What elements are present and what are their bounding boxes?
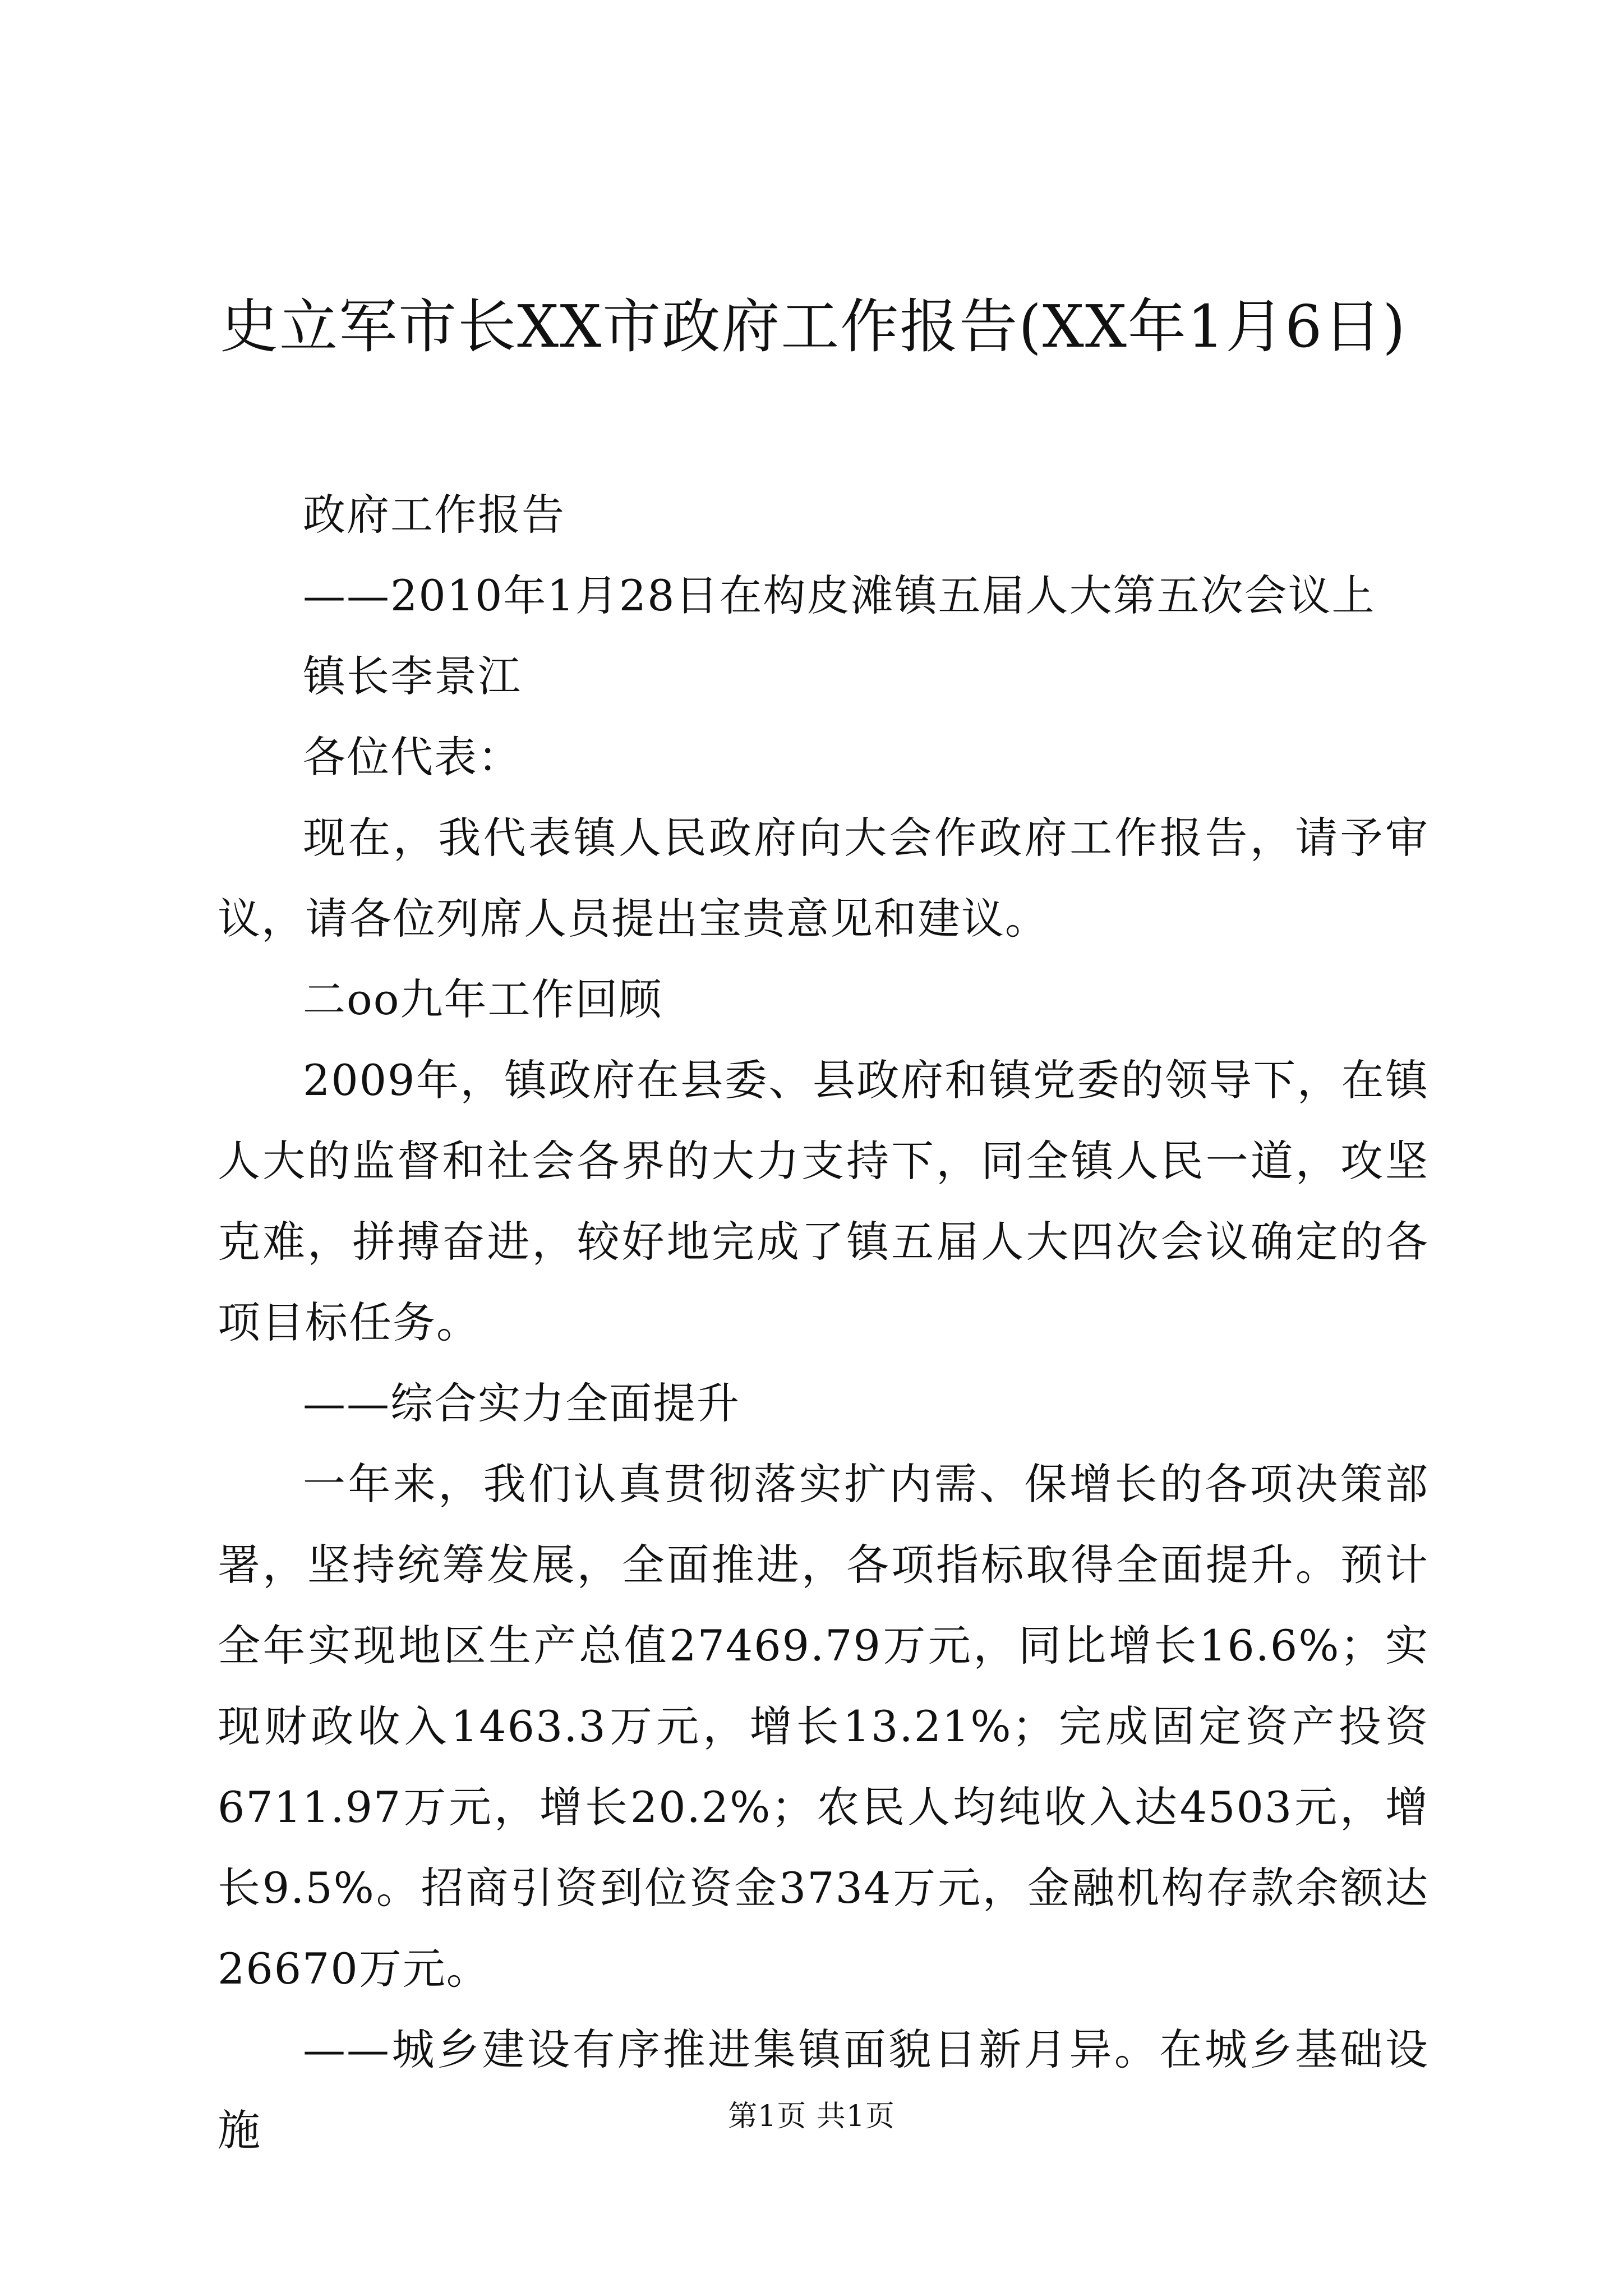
paragraph-speaker: 镇长李景江: [303, 651, 522, 701]
section-heading-strength: ——综合实力全面提升: [303, 1378, 740, 1428]
document-body: [218, 475, 1429, 2171]
paragraph-report-heading: 政府工作报告: [303, 490, 565, 540]
paragraph-2009-summary: 2009年，镇政府在县委、县政府和镇党委的领导下，在镇人大的监督和社会各界的大力支持下，同全镇人民一道，攻坚克难，拼搏奋进，较好地完成了镇五届人大四次会议确定的各项目标任务。: [218, 1055, 1429, 1347]
paragraph-salutation: 各位代表：: [303, 732, 522, 782]
document-title: 史立军市长XX市政府工作报告(XX年1月6日): [220, 292, 1407, 361]
paragraph-meeting-info: ——2010年1月28日在构皮滩镇五届人大第五次会议上: [303, 570, 1376, 620]
section-heading-review: 二oo九年工作回顾: [303, 974, 663, 1024]
paragraph-urban-rural: ——城乡建设有序推进集镇面貌日新月异。在城乡基础设施: [218, 2024, 1429, 2155]
paragraph-intro: 现在，我代表镇人民政府向大会作政府工作报告，请予审议，请各位列席人员提出宝贵意见和建议。: [218, 813, 1429, 944]
paragraph-indicators: 一年来，我们认真贯彻落实扩内需、保增长的各项决策部署，坚持统筹发展，全面推进，各项指标取得全面提升。预计全年实现地区生产总值27469.79万元，同比增长16.6%；实现财政收入1463.3万元，增长13.21%；完成固定资产投资6711.97万元，增长20.2%；农民人均纯收入达4503元，增长9.5%。招商引资到位资金3734万元，金融机构存款余额达26670万元。: [218, 1459, 1429, 1994]
page-footer: 第1页 共1页: [728, 2100, 895, 2133]
